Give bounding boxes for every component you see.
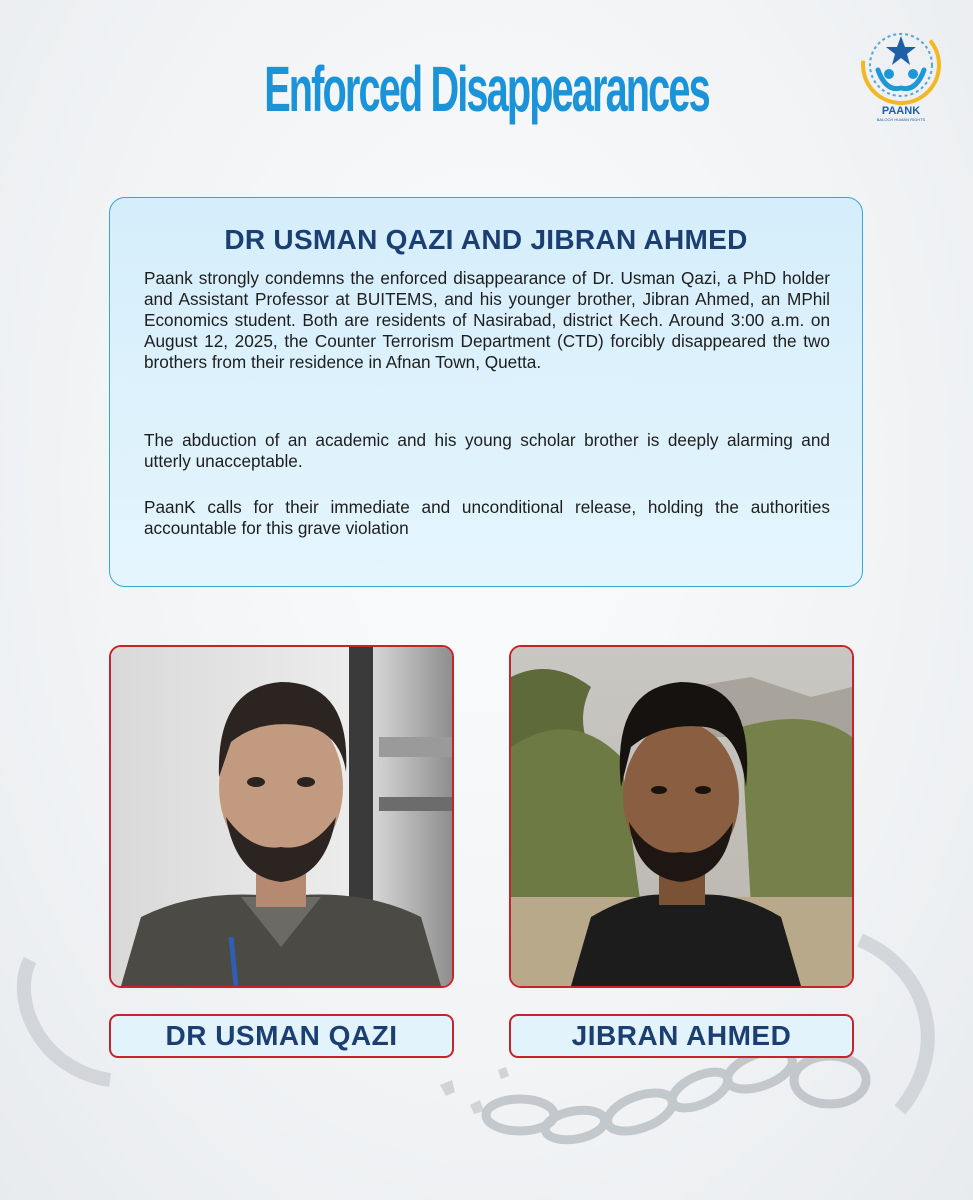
logo-emblem-icon xyxy=(856,22,946,108)
statement-heading: DR USMAN QAZI AND JIBRAN AHMED xyxy=(224,224,748,255)
logo-name: PAANK xyxy=(881,105,921,117)
photo-usman-qazi xyxy=(109,645,454,988)
statement-paragraph: The abduction of an academic and his young scholar brother is deeply alarming and utterly unacceptable. xyxy=(144,430,830,471)
name-label-usman-qazi: DR USMAN QAZI xyxy=(109,1014,454,1058)
page-title: Enforced Disappearances xyxy=(264,53,709,125)
paank-logo xyxy=(856,22,946,122)
statement-box xyxy=(109,197,863,587)
logo-tagline: BALOCH HUMAN RIGHTS xyxy=(876,117,926,122)
name-label-jibran-ahmed: JIBRAN AHMED xyxy=(509,1014,854,1058)
photo-jibran-ahmed xyxy=(509,645,854,988)
statement-paragraph: PaanK calls for their immediate and unconditional release, holding the authorities accountable for this grave violation xyxy=(144,497,830,538)
statement-paragraph: Paank strongly condemns the enforced disappearance of Dr. Usman Qazi, a PhD holder and Assistant Professor at BUITEMS, and his younger brother, Jibran Ahmed, an MPhil Economics student. Both are residents of Nasirabad, district Kech. Around 3:00 a.m. on August 12, 2025, the Counter Terrorism Department (CTD) forcibly disappeared the two brothers from their residence in Afnan Town, Quetta. xyxy=(144,268,830,372)
